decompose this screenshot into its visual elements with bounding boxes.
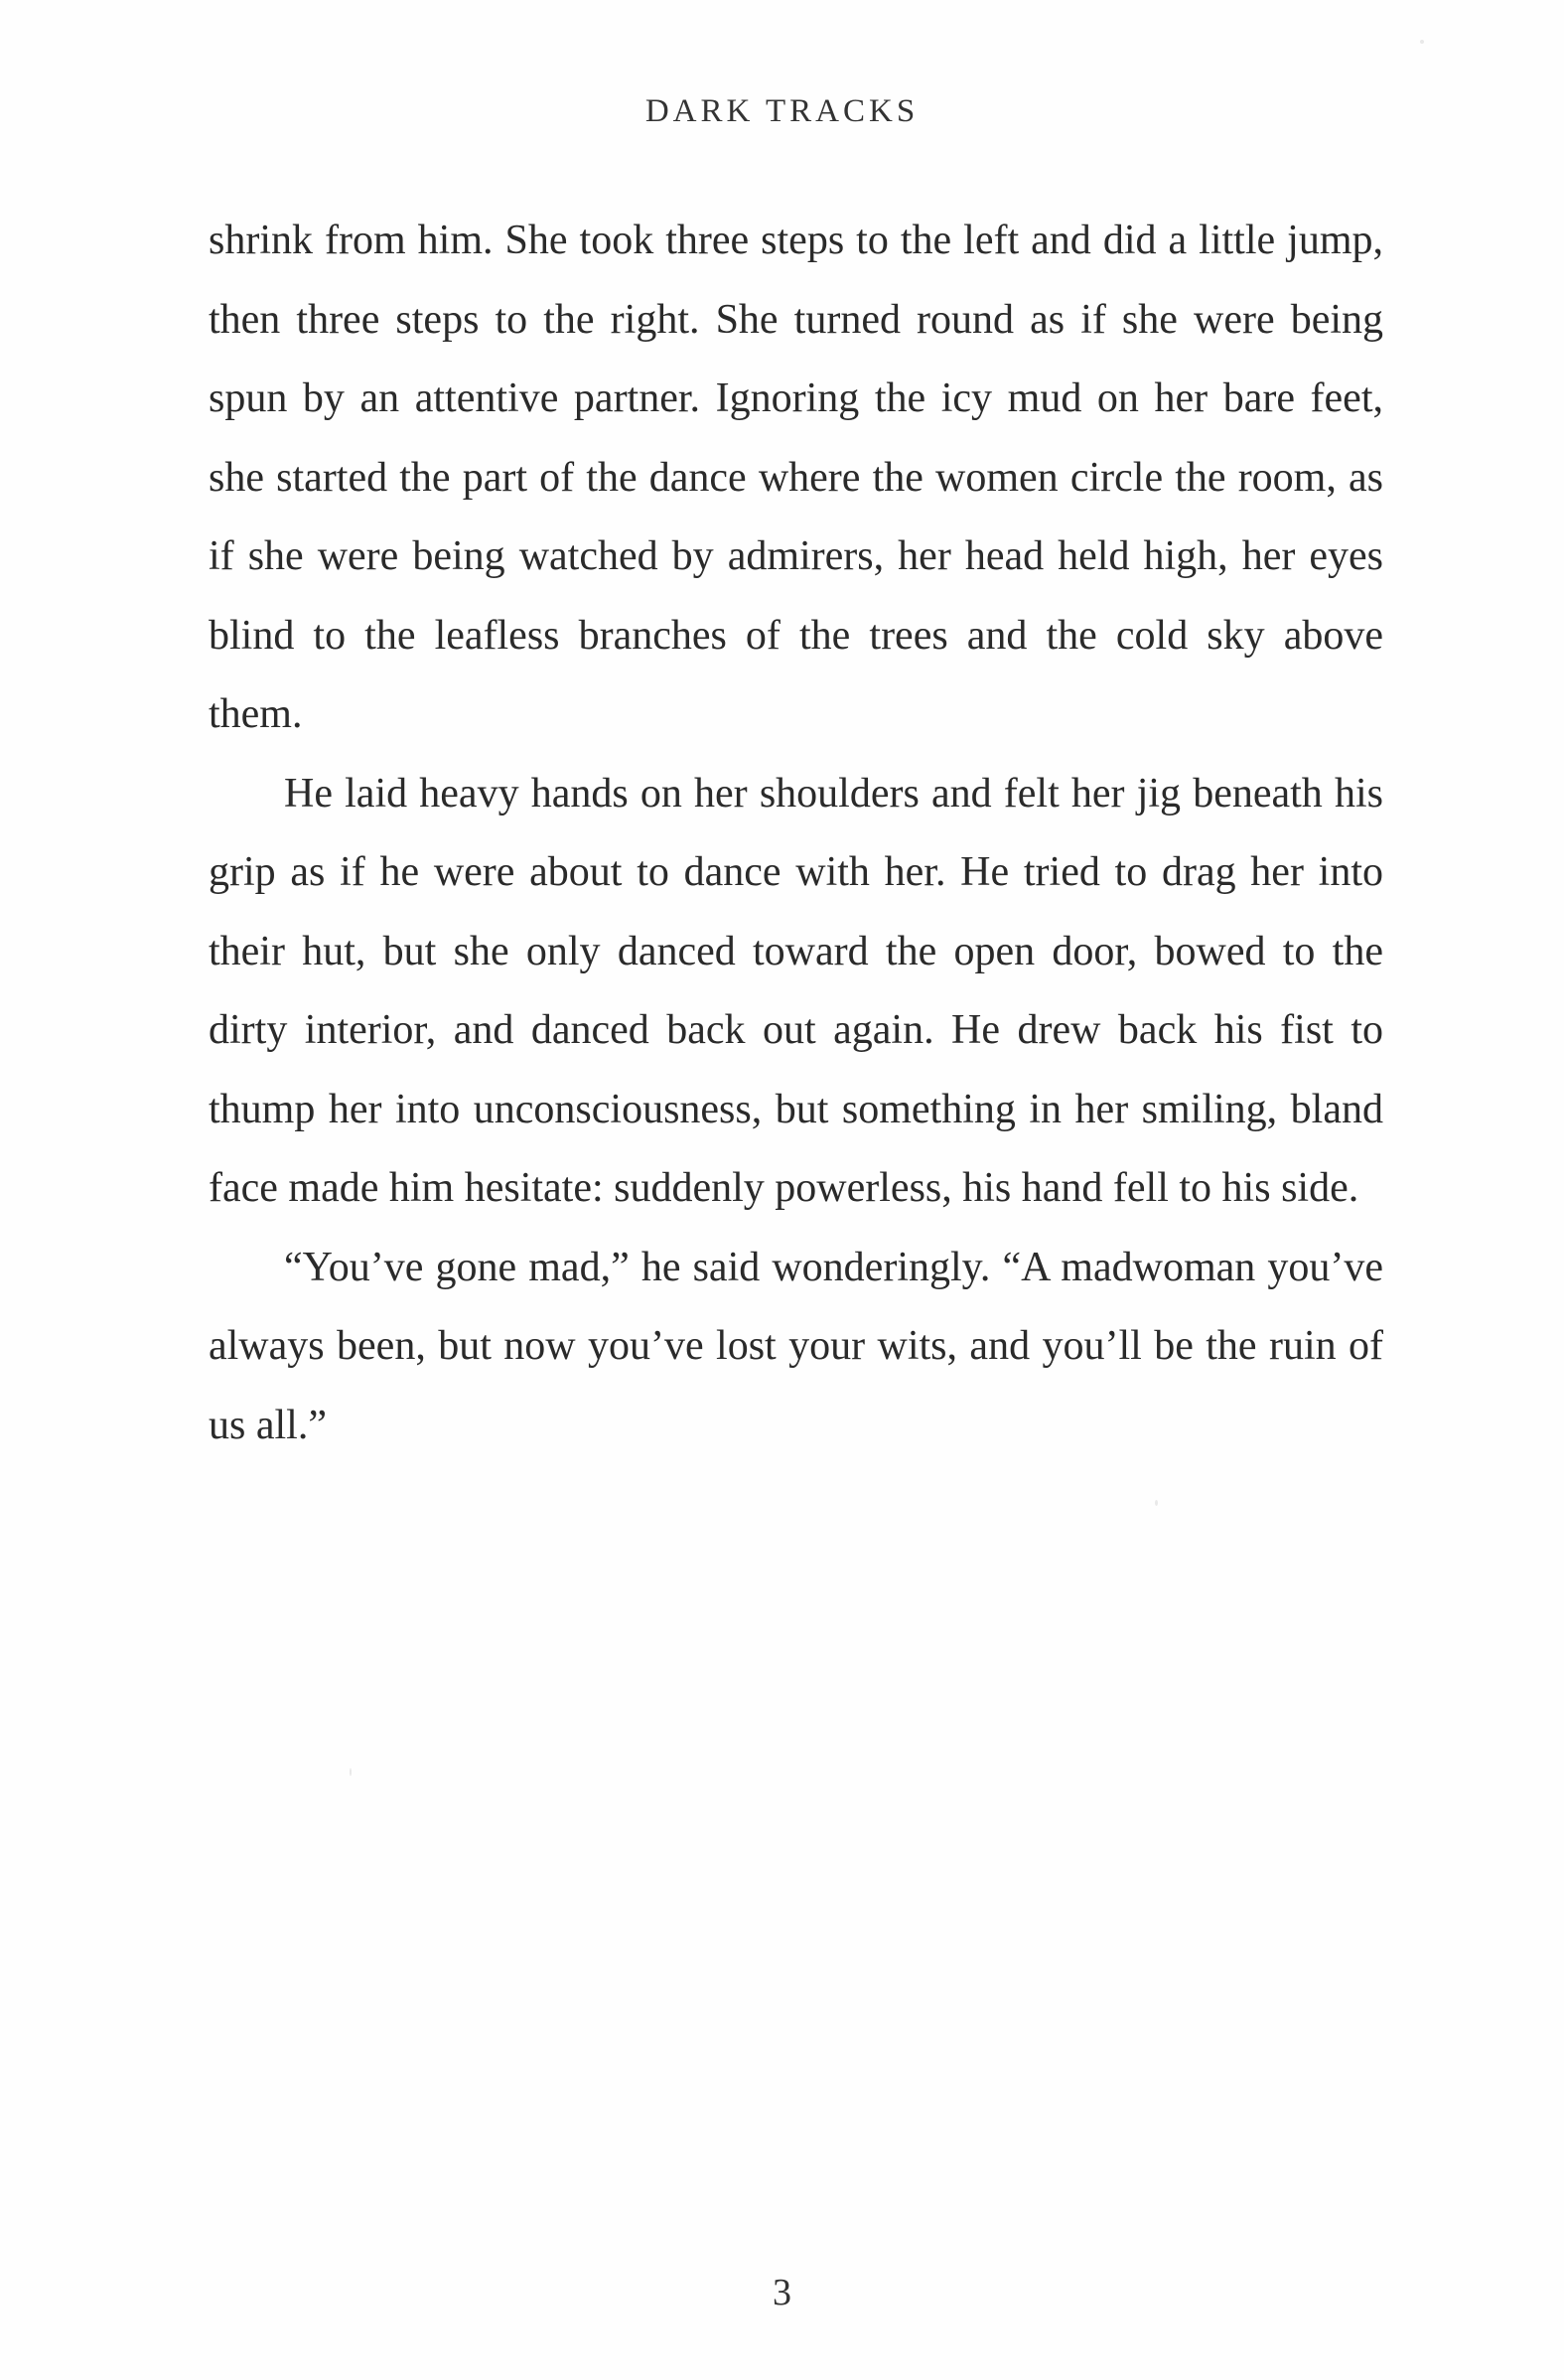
- paper-speck: [350, 1768, 352, 1776]
- running-head: DARK TRACKS: [644, 93, 920, 129]
- paragraph-2: He laid heavy hands on her shoulders and felt her jig beneath his grip as if he were about to dance with her. He tried to drag her into their hut, but she only danced toward the open door, bowed to the dirty interior, and danced back out again. He drew back his fist to thump her into unconsciousness, but something in her smiling, bland face made him hesitate: suddenly powerless, his hand fell to his side.: [209, 770, 1383, 1211]
- page-number: 3: [773, 2272, 791, 2313]
- paper-speck: [1155, 1500, 1158, 1506]
- paragraph-3: “You’ve gone mad,” he said wonderingly. “A madwoman you’ve always been, but now you’ve lost your wits, and you’ll be the ruin of us all.”: [209, 1244, 1383, 1448]
- paragraph-1: shrink from him. She took three steps to the left and did a little jump, then three steps to the right. She turned round as if she were being spun by an attentive partner. Ignoring the icy mud on her bare feet, she started the part of the dance where the women circle the room, as if she were being watched by admirers, her head held high, her eyes blind to the leafless branches of the trees and the cold sky above them.: [209, 218, 1383, 737]
- body-text: [209, 202, 1383, 1465]
- paper-speck: [1420, 40, 1424, 44]
